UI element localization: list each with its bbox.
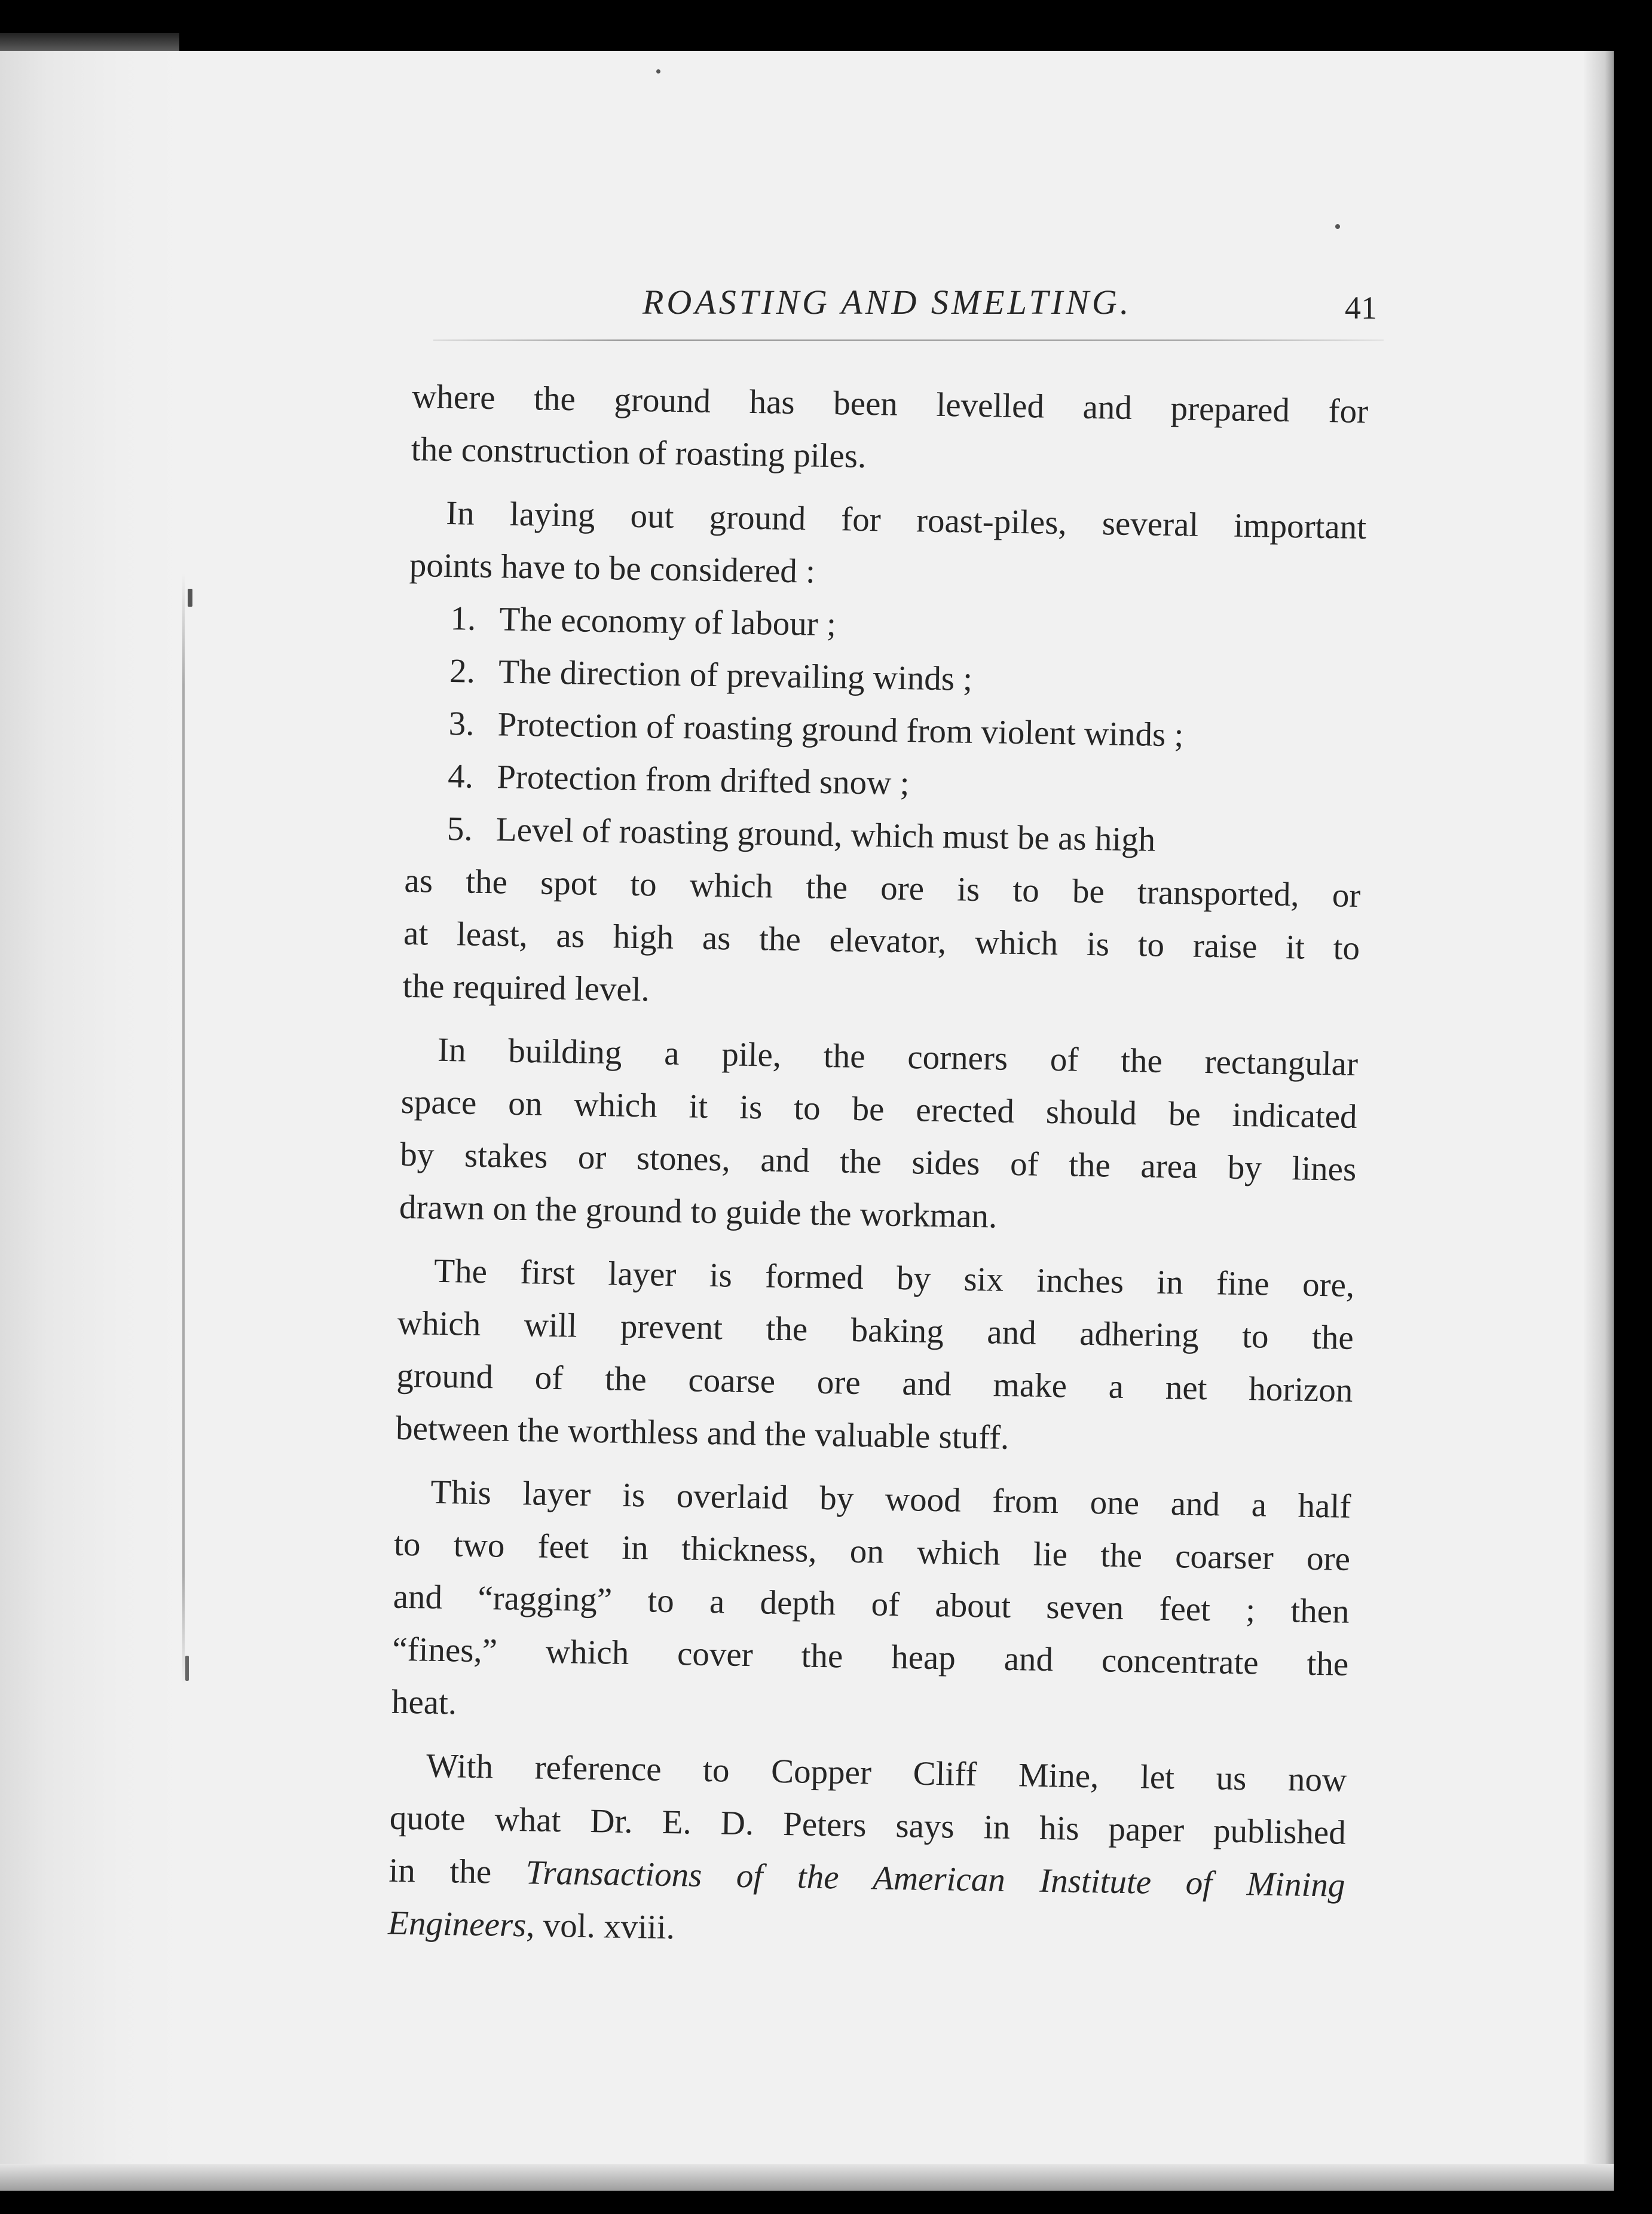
text-line: as the spot to which the ore is to be transported, or xyxy=(404,861,1361,915)
paragraph xyxy=(411,371,1369,491)
gutter-mark xyxy=(188,589,192,607)
text-line: “fines,” which cover the heap and concentrate the xyxy=(391,1630,1349,1683)
list-text: The economy of labour ; xyxy=(498,600,837,644)
paragraph xyxy=(396,1244,1355,1470)
text-line: where the ground has been levelled and prepared for xyxy=(411,377,1369,431)
list-number: 3. xyxy=(448,705,475,743)
text-line: to two feet in thickness, on which lie the coarser ore xyxy=(393,1525,1351,1578)
text-line: ground of the coarse ore and make a net horizon xyxy=(396,1356,1353,1409)
list-text: Level of roasting ground, which must be as high xyxy=(495,811,1156,859)
header-rule xyxy=(433,340,1384,341)
speck xyxy=(1335,224,1340,229)
text-line: by stakes or stones, and the sides of the area by lines xyxy=(399,1135,1357,1188)
text-line: With reference to Copper Cliff Mine, let us now xyxy=(426,1747,1347,1799)
page-number: 41 xyxy=(1345,290,1377,326)
list-text: Protection of roasting ground from violent winds ; xyxy=(497,705,1184,754)
text-line: In laying out ground for roast-piles, several important xyxy=(445,494,1367,547)
gutter-fold-line xyxy=(182,574,185,1686)
list-number: 5. xyxy=(446,810,473,848)
list-text: The direction of prevailing winds ; xyxy=(498,653,973,698)
speck xyxy=(656,69,660,74)
gutter-mark xyxy=(185,1656,189,1681)
list-text: Protection from drifted snow ; xyxy=(496,758,910,803)
scan-top-border xyxy=(0,0,1652,51)
text-line: drawn on the ground to guide the workman. xyxy=(399,1188,998,1236)
paragraph xyxy=(402,855,1361,1028)
running-head-title: ROASTING AND SMELTING. xyxy=(643,283,1132,322)
text-line: at least, as high as the elevator, which is to raise it to xyxy=(403,914,1360,968)
text-line: between the worthless and the valuable stuff. xyxy=(395,1409,1009,1457)
text-line: space on which it is to be erected should be indicated xyxy=(400,1082,1358,1136)
paragraph xyxy=(399,1023,1358,1249)
text-fragment: , vol. xviii. xyxy=(525,1906,675,1947)
list-number: 1. xyxy=(450,600,476,638)
paragraph xyxy=(388,1739,1347,1965)
page-bottom-edge xyxy=(0,2164,1614,2191)
text-line: In building a pile, the corners of the rectangular xyxy=(437,1030,1359,1083)
text-fragment: in the xyxy=(388,1851,492,1891)
journal-title: Transactions of the American Institute of Mining xyxy=(525,1854,1345,1904)
paragraph xyxy=(409,487,1367,607)
list-number: 2. xyxy=(449,652,476,690)
page-right-edge xyxy=(1584,51,1614,2191)
body-text xyxy=(388,371,1369,1965)
text-line: points have to be considered : xyxy=(409,546,816,591)
journal-title: Engineers xyxy=(387,1904,527,1944)
text-line: This layer is overlaid by wood from one and a half xyxy=(430,1473,1351,1525)
text-line: The first layer is formed by six inches in fine ore, xyxy=(433,1252,1355,1304)
page-gutter-shadow xyxy=(0,51,179,2191)
paragraph xyxy=(391,1466,1351,1744)
text-line: the construction of roasting piles. xyxy=(411,430,867,475)
book-cover-edge xyxy=(0,33,179,51)
numbered-list xyxy=(405,592,1365,870)
text-line: which will prevent the baking and adhering to the xyxy=(397,1304,1354,1357)
text-line: quote what Dr. E. D. Peters says in his paper published xyxy=(389,1799,1347,1852)
text-line: and “ragging” to a depth of about seven feet ; then xyxy=(393,1577,1350,1631)
list-number: 4. xyxy=(447,757,474,796)
running-head xyxy=(430,282,1614,330)
text-line: heat. xyxy=(391,1683,457,1722)
text-line: the required level. xyxy=(402,967,650,1009)
